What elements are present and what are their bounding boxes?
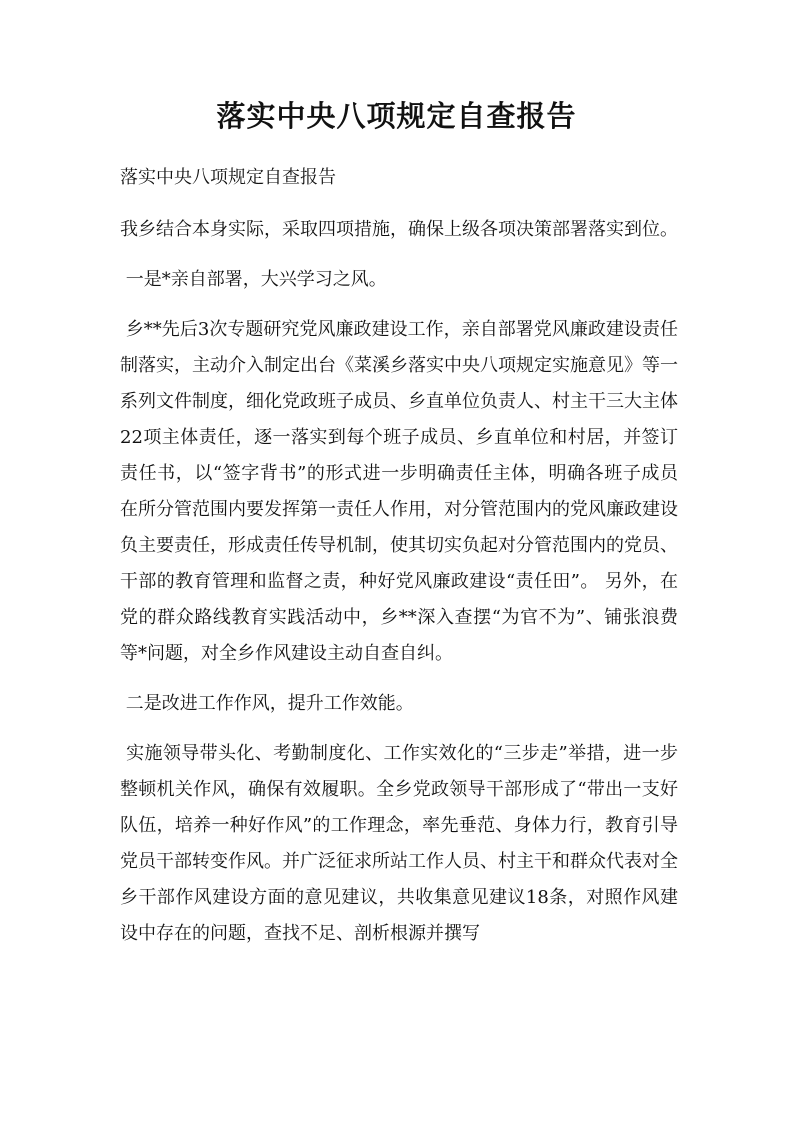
document-title: 落实中央八项规定自查报告 <box>216 99 577 133</box>
document-subtitle: 落实中央八项规定自查报告 <box>120 167 336 188</box>
document-body <box>120 160 678 966</box>
paragraph-section-two: 实施领导带头化、考勤制度化、工作实效化的“三步走”举措，进一步整顿机关作风，确保有效履职。全乡党政领导干部形成了“带出一支好队伍，培养一种好作风”的工作理念，率先垂范、身体力行，教育引导党员干部转变作风。并广泛征求所站工作人员、村主干和群众代表对全乡干部作风建设方面的意见建议，共收集意见建议18条，对照作风建设中存在的问题，查找不足、剖析根源并撰写 <box>120 743 678 944</box>
section-heading-two: 二是改进工作作风，提升工作效能。 <box>120 693 414 714</box>
paragraph-section-one: 乡**先后3次专题研究党风廉政建设工作，亲自部署党风廉政建设责任制落实，主动介入制定出台《菜溪乡落实中央八项规定实施意见》等一系列文件制度，细化党政班子成员、乡直单位负责人、村主干三大主体22项主体责任，逐一落实到每个班子成员、乡直单位和村居，并签订责任书，以“签字背书”的形式进一步明确责任主体，明确各班子成员在所分管范围内要发挥第一责任人作用，对分管范围内的党风廉政建设负主要责任，形成责任传导机制，使其切实负起对分管范围内的党员、干部的教育管理和监督之责，种好党风廉政建设“责任田”。 另外，在党的群众路线教育实践活动中，乡**深入查摆“为官不为”、铺张浪费等*问题，对全乡作风建设主动自查自纠。 <box>120 319 678 664</box>
paragraph-intro: 我乡结合本身实际，采取四项措施，确保上级各项决策部署落实到位。 <box>120 219 678 240</box>
section-heading-one: 一是*亲自部署，大兴学习之风。 <box>120 269 387 290</box>
